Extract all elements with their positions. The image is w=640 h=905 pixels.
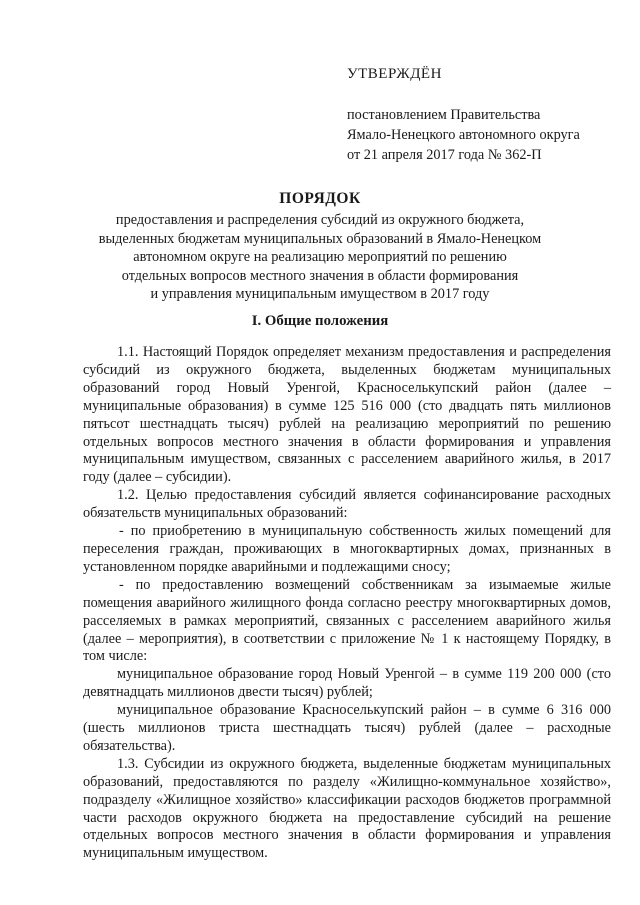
- allocation-item: муниципальное образование город Новый Уренгой – в сумме 119 200 000 (сто девятнадцать миллионов двести тысяч) рублей;: [83, 666, 611, 701]
- approval-stamp: УТВЕРЖДЁН: [347, 66, 442, 82]
- approval-line: Ямало-Ненецкого автономного округа: [347, 127, 580, 143]
- approval-line: постановлением Правительства: [347, 107, 541, 123]
- approval-block: [347, 64, 580, 165]
- subtitle-line: и управления муниципальным имуществом в 2017 году: [150, 286, 490, 303]
- document-body: [83, 344, 611, 863]
- subtitle-line: автономном округе на реализацию мероприятий по решению: [133, 249, 507, 266]
- list-item: - по предоставлению возмещений собственникам за изымаемые жилые помещения аварийного жилищного фонда согласно реестру многоквартирных домов, расселяемых в рамках мероприятий, связанных с расселением аварийного жилья (далее – мероприятия), в соответствии с приложение № 1 к настоящему Порядку, в том числе:: [83, 576, 611, 665]
- subtitle-line: отдельных вопросов местного значения в области формирования: [121, 267, 519, 284]
- allocation-item: муниципальное образование Красноселькупский район – в сумме 6 316 000 (шесть миллионов триста шестнадцать тысяч) рублей (далее – расходные обязательства).: [83, 702, 611, 754]
- paragraph-1-1: 1.1. Настоящий Порядок определяет механизм предоставления и распределения субсидий из окружного бюджета, выделенных бюджетам муниципальных образований город Новый Уренгой, Красноселькупский район (далее – муниципальные образования) в сумме 125 516 000 (сто двадцать пять миллионов пятьсот шестнадцать тысяч) рублей на реализацию мероприятий по решению отдельных вопросов местного значения в области формирования и управления муниципальным имуществом, связанных с расселением аварийного жилья, в 2017 году (далее – субсидии).: [83, 344, 611, 486]
- document-subtitle: [60, 211, 580, 304]
- paragraph-1-3: 1.3. Субсидии из окружного бюджета, выделенные бюджетам муниципальных образований, предоставляются по разделу «Жилищно-коммунальное хозяйство», подразделу «Жилищное хозяйство» классификации расходов бюджетов программной части расходов окружного бюджета на предоставление субсидий на решение отдельных вопросов местного значения в области формирования и управления муниципальным имуществом.: [83, 755, 611, 862]
- paragraph-1-2: 1.2. Целью предоставления субсидий является софинансирование расходных обязательств муниципальных образований:: [83, 487, 611, 522]
- subtitle-line: выделенных бюджетам муниципальных образований в Ямало-Ненецком: [98, 230, 542, 247]
- subtitle-line: предоставления и распределения субсидий из окружного бюджета,: [115, 212, 525, 228]
- list-item: - по приобретению в муниципальную собственность жилых помещений для переселения граждан, проживающих в многоквартирных домах, признанных в установленном порядке аварийными и подлежащими сносу;: [83, 523, 611, 575]
- approval-line: от 21 апреля 2017 года № 362-П: [347, 147, 542, 163]
- document-title: ПОРЯДОК: [279, 190, 361, 207]
- section-heading: I. Общие положения: [251, 313, 389, 329]
